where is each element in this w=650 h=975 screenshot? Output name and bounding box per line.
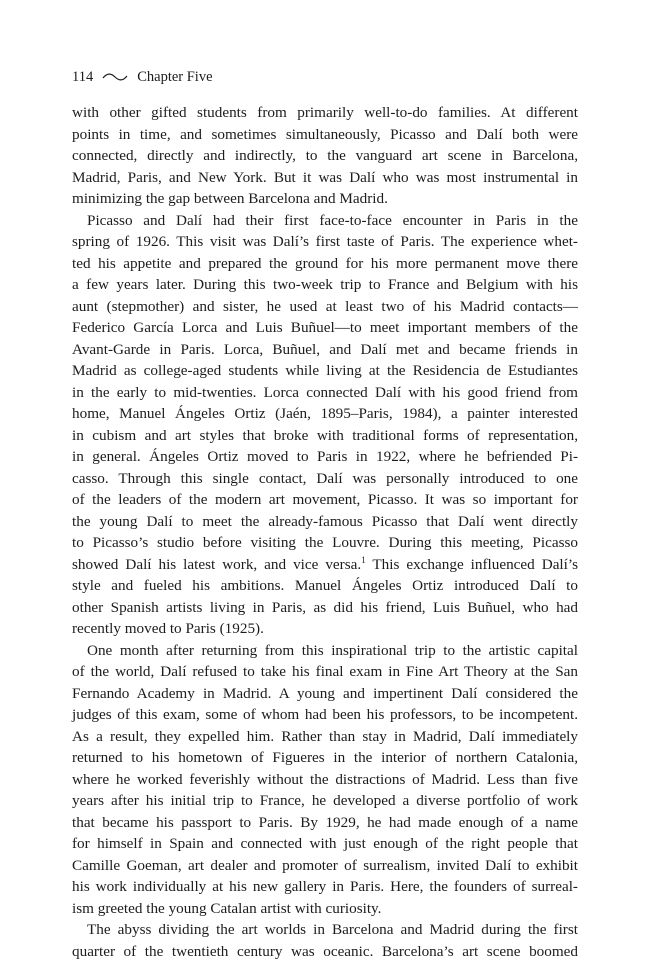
text-line: Madrid, Paris, and New York. But it was Dalí who was most instrumental in bbox=[72, 168, 578, 186]
text-line: connected, directly and indirectly, to the vanguard art scene in Barcelona, bbox=[72, 147, 578, 164]
text-line: Federico García Lorca and Luis Buñuel—to meet important members of the bbox=[72, 319, 578, 336]
text-segment: showed Dalí his latest work, and vice versa. bbox=[72, 555, 362, 573]
text-line: for himself in Spain and connected with just enough of the right people that bbox=[72, 835, 578, 852]
text-line: style and fueled his ambitions. Manuel Ángeles Ortiz introduced Dalí to bbox=[72, 577, 578, 594]
text-line: of the leaders of the modern art movement, Picasso. It was so important for bbox=[72, 491, 578, 508]
text-line: casso. Through this single contact, Dalí was personally introduced to one bbox=[72, 469, 578, 487]
paragraph bbox=[72, 102, 578, 210]
text-line: aunt (stepmother) and sister, he used at least two of his Madrid contacts— bbox=[72, 297, 578, 315]
text-line: a few years later. During this two-week trip to France and Belgium with his bbox=[72, 276, 578, 293]
text-line: Avant-Garde in Paris. Lorca, Buñuel, and Dalí met and became friends in bbox=[72, 340, 578, 358]
text-line: judges of this exam, some of whom had been his professors, to be incompetent. bbox=[72, 706, 578, 723]
text-line: points in time, and sometimes simultaneously, Picasso and Dalí both were bbox=[72, 125, 578, 143]
text-line: The abyss dividing the art worlds in Barcelona and Madrid during the first bbox=[87, 921, 578, 938]
text-line: spring of 1926. This visit was Dalí’s first taste of Paris. The experience whet- bbox=[72, 233, 578, 250]
paragraph bbox=[72, 210, 578, 640]
paragraph bbox=[72, 640, 578, 920]
text-line: with other gifted students from primarily well-to-do families. At different bbox=[72, 104, 578, 121]
page-number: 114 bbox=[72, 69, 94, 85]
text-line: Picasso and Dalí had their first face-to-face encounter in Paris in the bbox=[87, 211, 578, 229]
text-line: the young Dalí to meet the already-famous Picasso that Dalí went directly bbox=[72, 512, 578, 530]
text-line: other Spanish artists living in Paris, as did his friend, Luis Buñuel, who had bbox=[72, 598, 578, 616]
running-head bbox=[72, 68, 213, 86]
text-line: One month after returning from this inspirational trip to the artistic capital bbox=[87, 641, 578, 659]
text-line: home, Manuel Ángeles Ortiz (Jaén, 1895–Paris, 1984), a painter interested bbox=[72, 405, 578, 422]
text-line: minimizing the gap between Barcelona and Madrid. bbox=[72, 190, 388, 207]
text-line: ted his appetite and prepared the ground for his more permanent move there bbox=[72, 254, 578, 272]
text-line: in cubism and art styles that broke with traditional forms of representation, bbox=[72, 426, 578, 444]
text-line: his work individually at his new gallery in Paris. Here, the founders of surreal- bbox=[72, 878, 578, 895]
text-segment: This exchange influenced Dalí’s bbox=[365, 555, 578, 573]
text-line: Madrid as college-aged students while living at the Residencia de Estudiantes bbox=[72, 362, 578, 379]
text-line: returned to his hometown of Figueres in the interior of northern Catalonia, bbox=[72, 749, 578, 766]
paragraph bbox=[72, 919, 578, 962]
text-line: to Picasso’s studio before visiting the Louvre. During this meeting, Picasso bbox=[72, 534, 578, 551]
text-line: where he worked feverishly without the distractions of Madrid. Less than five bbox=[72, 770, 578, 788]
swung-dash-icon bbox=[102, 72, 128, 82]
text-line: As a result, they expelled him. Rather than stay in Madrid, Dalí immediately bbox=[72, 727, 578, 745]
text-line: years after his initial trip to France, he developed a diverse portfolio of work bbox=[72, 792, 578, 809]
text-line: quarter of the twentieth century was oceanic. Barcelona’s art scene boomed bbox=[72, 942, 578, 960]
text-line: ism greeted the young Catalan artist with curiosity. bbox=[72, 899, 382, 917]
body-text bbox=[72, 102, 578, 962]
footnote-ref[interactable]: 1 bbox=[361, 554, 366, 565]
text-line: Fernando Academy in Madrid. A young and impertinent Dalí considered the bbox=[72, 684, 578, 702]
text-line: of the world, Dalí refused to take his final exam in Fine Art Theory at the San bbox=[72, 663, 578, 680]
text-line: in the early to mid-twenties. Lorca connected Dalí with his good friend from bbox=[72, 383, 578, 401]
text-line: Camille Goeman, art dealer and promoter of surrealism, invited Dalí to exhibit bbox=[72, 856, 578, 874]
text-line: recently moved to Paris (1925). bbox=[72, 620, 264, 637]
text-line: in general. Ángeles Ortiz moved to Paris in 1922, where he befriended Pi- bbox=[72, 448, 578, 465]
text-line-with-footnote bbox=[72, 554, 578, 576]
chapter-title: Chapter Five bbox=[137, 69, 213, 85]
text-line: that became his passport to Paris. By 1929, he had made enough of a name bbox=[72, 813, 578, 831]
